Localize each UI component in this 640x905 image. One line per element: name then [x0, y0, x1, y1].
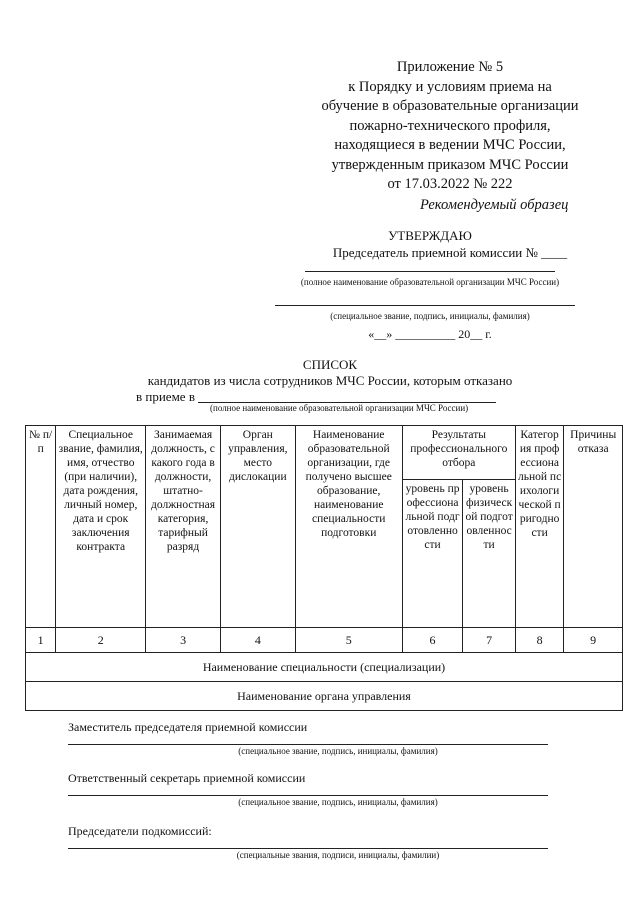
- col-number: 1: [26, 628, 56, 653]
- header-refusal-reasons: Причины отказа: [564, 426, 623, 628]
- list-subtitle: кандидатов из числа сотрудников МЧС России, которым отказано: [147, 373, 513, 388]
- header-position: Занимаемая должность, с какого года в должности, штатно-должностная категория, тарифный разряд: [146, 426, 221, 628]
- signature-hint: (специальное звание, подпись, инициалы, фамилия): [238, 746, 438, 756]
- authority-row: Наименование органа управления: [26, 682, 623, 711]
- appendix-line: утвержденным приказом МЧС России: [331, 156, 569, 173]
- signature-hint: (специальные звания, подписи, инициалы, фамилии): [236, 850, 440, 860]
- approval-block: [260, 227, 600, 343]
- signature-line: [68, 795, 548, 796]
- col-number: 8: [515, 628, 563, 653]
- list-org-hint: (полное наименование образовательной организации МЧС России): [210, 403, 469, 413]
- signature-label: Ответственный секретарь приемной комиссии: [68, 771, 306, 785]
- col-number: 4: [220, 628, 295, 653]
- list-title: СПИСОК: [302, 357, 358, 372]
- org-underline: [305, 271, 555, 272]
- header-selection-results: Результаты профессионального отбора: [402, 426, 515, 480]
- appendix-line: пожарно-технического профиля,: [349, 117, 551, 134]
- col-number: 9: [564, 628, 623, 653]
- list-title-block: [90, 357, 570, 389]
- org-hint: (полное наименование образовательной организации МЧС России): [300, 277, 560, 287]
- header-phys-level: уровень физической подготовленности: [463, 480, 516, 628]
- signature-label: Председатели подкомиссий:: [68, 824, 212, 838]
- signature-line: [68, 848, 548, 849]
- appendix-line: находящиеся в ведении МЧС России,: [334, 137, 566, 153]
- appendix-line: к Порядку и условиям приема на: [348, 78, 552, 95]
- header-prof-level: уровень профессиональной подготовленности: [402, 480, 463, 628]
- appendix-line: обучение в образовательные организации: [321, 98, 579, 114]
- chairman-line: Председатель приемной комиссии № ____: [332, 245, 568, 260]
- col-number: 2: [56, 628, 146, 653]
- signature-label: Заместитель председателя приемной комиссии: [68, 720, 308, 734]
- appendix-line: от 17.03.2022 № 222: [387, 176, 513, 192]
- header-psych-category: Категория профессиональной психологической пригодности: [515, 426, 563, 628]
- approval-heading: УТВЕРЖДАЮ: [388, 228, 472, 243]
- date-line: «__» __________ 20__ г.: [368, 327, 492, 341]
- candidates-table: [25, 425, 623, 711]
- col-number: 5: [295, 628, 402, 653]
- list-prefix: в приеме в: [136, 389, 195, 404]
- sample-note: Рекомендуемый образец: [420, 197, 569, 213]
- appendix-block: [300, 58, 600, 195]
- signature-line: [68, 744, 548, 745]
- appendix-line: Приложение № 5: [396, 59, 504, 75]
- specialty-row: Наименование специальности (специализации): [26, 653, 623, 682]
- header-number: № п/п: [26, 426, 56, 628]
- sign-underline: [275, 305, 575, 306]
- col-number: 3: [146, 628, 221, 653]
- header-authority: Орган управления, место дислокации: [220, 426, 295, 628]
- header-rank-name: Специальное звание, фамилия, имя, отчество (при наличии), дата рождения, личный номер, дата и срок заключения контракта: [56, 426, 146, 628]
- header-education: Наименование образовательной организации, где получено высшее образование, наименование специальности подготовки: [295, 426, 402, 628]
- col-number: 6: [402, 628, 463, 653]
- col-number: 7: [463, 628, 516, 653]
- sign-hint: (специальное звание, подпись, инициалы, фамилия): [330, 311, 530, 321]
- number-row: [26, 628, 623, 653]
- signature-hint: (специальное звание, подпись, инициалы, фамилия): [238, 797, 438, 807]
